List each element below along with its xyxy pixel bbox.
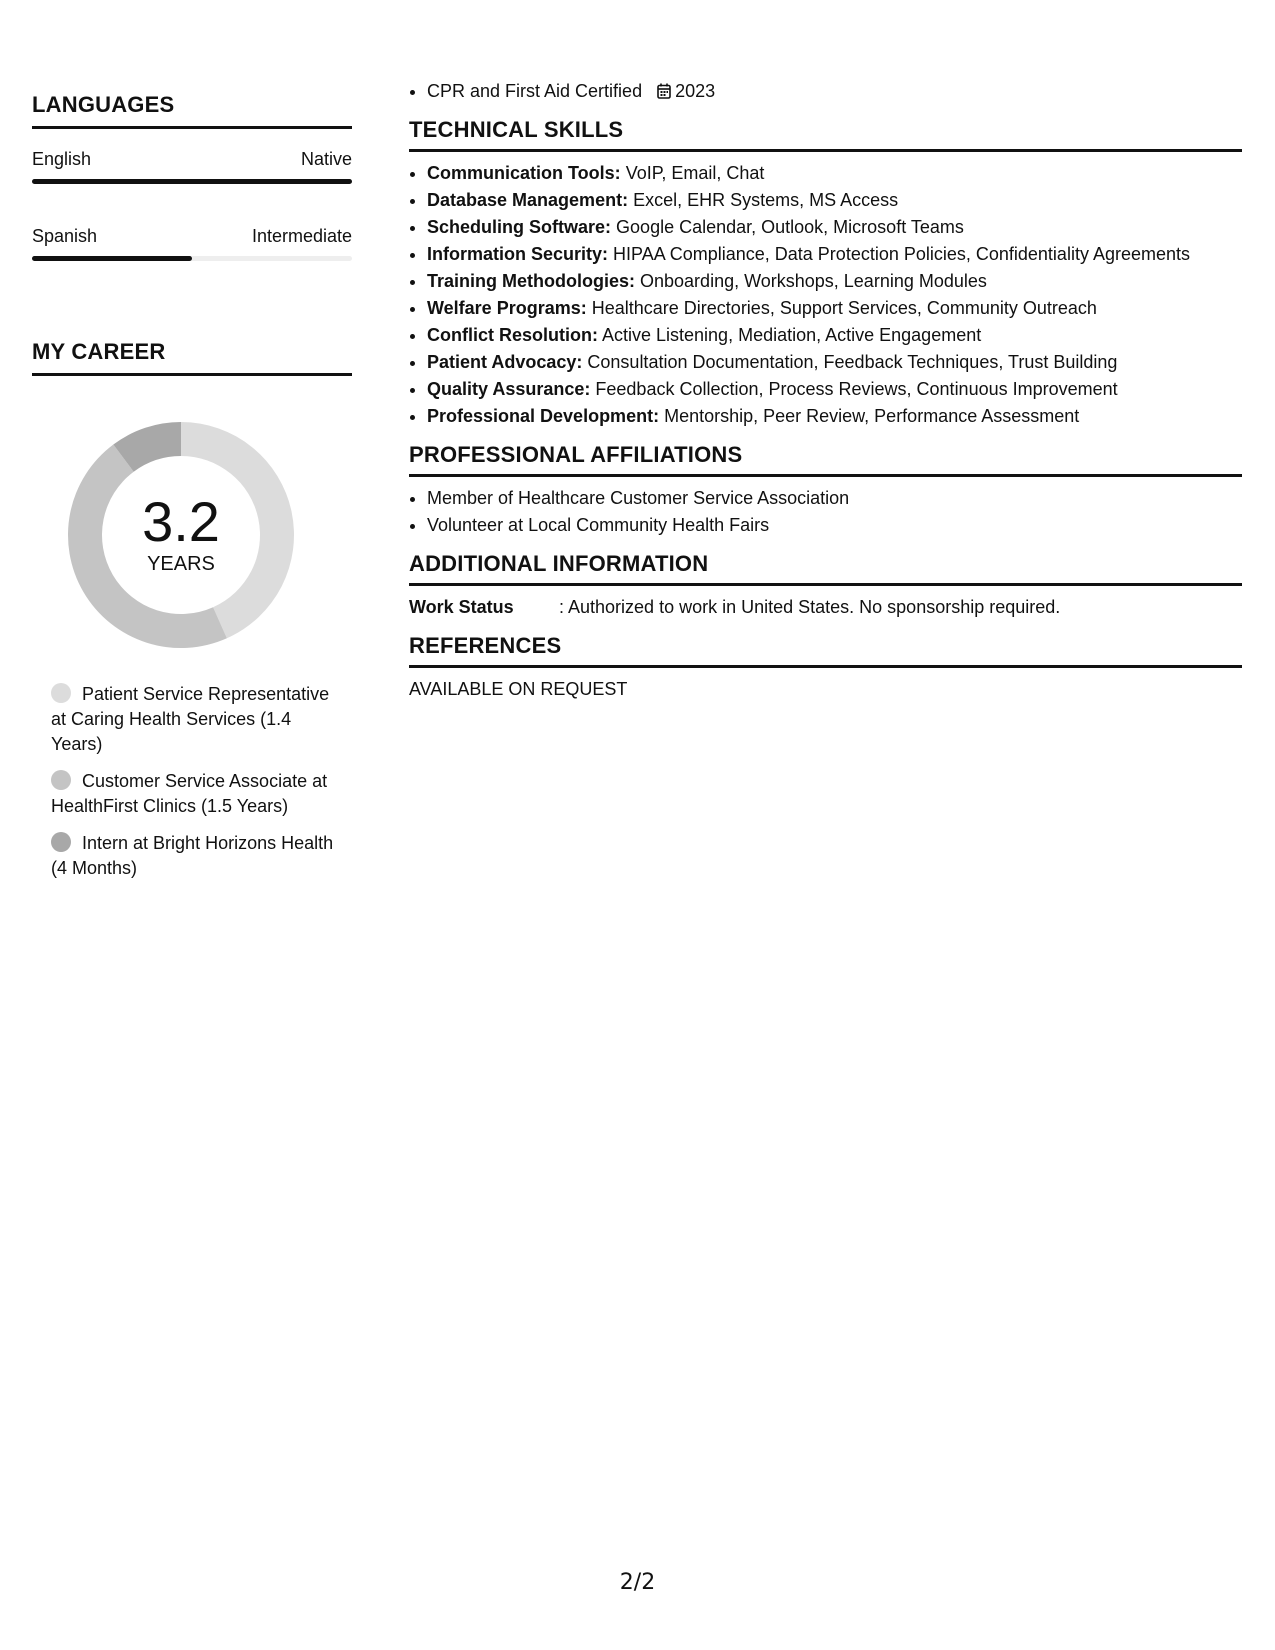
skill-label: Information Security: [427, 244, 609, 264]
skill-value: Consultation Documentation, Feedback Techniques, Trust Building [587, 352, 1118, 372]
skill-item [427, 268, 1242, 295]
sidebar [32, 92, 352, 893]
skill-item [427, 403, 1242, 430]
main-content [409, 78, 1242, 703]
career-title: MY CAREER [32, 339, 352, 376]
skill-label: Conflict Resolution: [427, 325, 598, 345]
certification-item [427, 78, 1242, 105]
additional-info-section [409, 551, 1242, 621]
skill-label: Training Methodologies: [427, 271, 635, 291]
skill-label: Quality Assurance: [427, 379, 591, 399]
language-level: Native [300, 149, 352, 169]
technical-skills-list [409, 160, 1242, 430]
affiliation-item: • Member of Healthcare Customer Service Association [427, 485, 1242, 512]
skill-item [427, 376, 1242, 403]
technical-skills-section [409, 117, 1242, 430]
language-name: Spanish [32, 226, 98, 246]
career-section [32, 339, 352, 881]
language-name: English [32, 149, 92, 169]
skill-item [427, 214, 1242, 241]
skill-value: Mentorship, Peer Review, Performance Assessment [664, 406, 1080, 426]
skill-value: Healthcare Directories, Support Services, Community Outreach [591, 298, 1097, 318]
language-proficiency-fill [32, 256, 192, 261]
skill-value: VoIP, Email, Chat [625, 163, 765, 183]
skill-label: Professional Development: [427, 406, 660, 426]
languages-section [32, 92, 352, 261]
career-donut-center [66, 420, 296, 650]
affiliation-item: • Volunteer at Local Community Health Fairs [427, 512, 1242, 539]
language-proficiency-bar [32, 179, 352, 184]
affiliations-list [409, 485, 1242, 539]
calendar-icon [657, 83, 671, 99]
career-total-years: 3.2 [142, 490, 220, 553]
work-status-row [409, 594, 1242, 621]
language-proficiency-bar [32, 256, 352, 261]
references-section [409, 633, 1242, 703]
skill-item [427, 349, 1242, 376]
skill-label: Scheduling Software: [427, 217, 612, 237]
legend-dot-icon [51, 683, 71, 703]
legend-dot-icon [51, 770, 71, 790]
career-donut-chart [66, 420, 296, 650]
skill-item [427, 241, 1242, 268]
career-entry-label: Patient Service Representative at Caring Health Services (1.4 Years) [51, 684, 330, 754]
affiliations-section [409, 442, 1242, 539]
certification-name: CPR and First Aid Certified [427, 81, 643, 101]
career-entry-label: Customer Service Associate at HealthFirst Clinics (1.5 Years) [51, 771, 328, 816]
career-total-unit: YEARS [147, 553, 215, 575]
skill-label: Communication Tools: [427, 163, 621, 183]
legend-dot-icon [51, 832, 71, 852]
skill-value: Active Listening, Mediation, Active Engagement [602, 325, 982, 345]
language-level: Intermediate [251, 226, 352, 246]
additional-info-title: ADDITIONAL INFORMATION [409, 551, 1242, 586]
skill-item [427, 295, 1242, 322]
technical-skills-title: TECHNICAL SKILLS [409, 117, 1242, 152]
skill-label: Database Management: [427, 190, 629, 210]
page-number: 2/2 [619, 1570, 656, 1595]
career-legend [51, 682, 341, 881]
skill-value: Feedback Collection, Process Reviews, Continuous Improvement [595, 379, 1118, 399]
career-legend-item [51, 682, 341, 757]
skill-value: Onboarding, Workshops, Learning Modules [640, 271, 987, 291]
skill-item [427, 322, 1242, 349]
certification-list [409, 78, 1242, 105]
affiliations-title: PROFESSIONAL AFFILIATIONS [409, 442, 1242, 477]
work-status-value: : Authorized to work in United States. No sponsorship required. [559, 597, 1061, 617]
references-text: AVAILABLE ON REQUEST [409, 679, 628, 699]
skill-item [427, 187, 1242, 214]
language-item [32, 147, 352, 184]
career-legend-item [51, 769, 341, 819]
skill-value: Google Calendar, Outlook, Microsoft Teams [616, 217, 964, 237]
career-legend-item [51, 831, 341, 881]
career-entry-label: Intern at Bright Horizons Health (4 Months) [51, 833, 334, 878]
language-item [32, 224, 352, 261]
skill-label: Welfare Programs: [427, 298, 587, 318]
references-title: REFERENCES [409, 633, 1242, 668]
certification-year: 2023 [675, 81, 716, 101]
skill-item [427, 160, 1242, 187]
work-status-label: Work Status [409, 597, 514, 617]
skill-value: Excel, EHR Systems, MS Access [633, 190, 899, 210]
languages-title: LANGUAGES [32, 92, 352, 129]
language-proficiency-fill [32, 179, 352, 184]
skill-value: HIPAA Compliance, Data Protection Policies, Confidentiality Agreements [613, 244, 1190, 264]
skill-label: Patient Advocacy: [427, 352, 583, 372]
